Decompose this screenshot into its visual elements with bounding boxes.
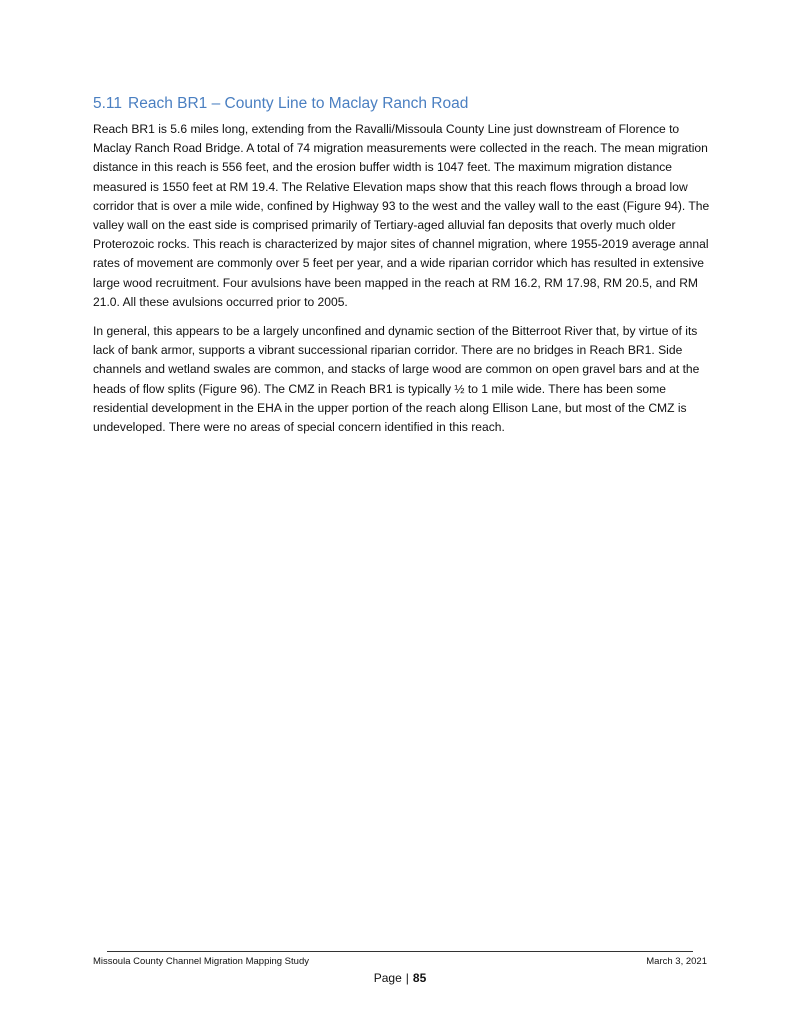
footer-document-title: Missoula County Channel Migration Mapping Study [93, 956, 309, 967]
footer-divider [107, 951, 693, 952]
page-number-value: 85 [412, 971, 427, 985]
body-paragraph-2: In general, this appears to be a largely unconfined and dynamic section of the Bitterroot River that, by virtue of its lack of bank armor, supports a vibrant successional riparian corridor. There are no bridges in Reach BR1. Side channels and wetland swales are common, and stacks of large wood are common on open gravel bars and at the heads of flow splits (Figure 96). The CMZ in Reach BR1 is typically ½ to 1 mile wide. There has been some residential development in the EHA in the upper portion of the reach along Ellison Lane, but most of the CMZ is undeveloped. There were no areas of special concern identified in this reach. [93, 324, 700, 435]
footer-date: March 3, 2021 [646, 956, 707, 967]
page-content [93, 94, 713, 447]
page-number [0, 971, 800, 985]
section-number: 5.11 [93, 95, 123, 112]
body-paragraph-1: Reach BR1 is 5.6 miles long, extending from the Ravalli/Missoula County Line just downstream of Florence to Maclay Ranch Road Bridge. A total of 74 migration measurements were collected in the reach. The mean migration distance in this reach is 556 feet, and the erosion buffer width is 1047 feet. The maximum migration distance measured is 1550 feet at RM 19.4. The Relative Elevation maps show that this reach flows through a broad low corridor that is over a mile wide, confined by Highway 93 to the west and the valley wall to the east (Figure 94). The valley wall on the east side is comprised primarily of Tertiary-aged alluvial fan deposits that overly much older Proterozoic rocks. This reach is characterized by major sites of channel migration, where 1955-2019 average annal rates of movement are commonly over 5 feet per year, and a wide riparian corridor which has resulted in extensive large wood recruitment. Four avulsions have been mapped in the reach at RM 16.2, RM 17.98, RM 20.5, and RM 21.0. All these avulsions occurred prior to 2005. [93, 122, 710, 309]
page-label: Page [373, 971, 402, 985]
section-heading [93, 94, 713, 114]
section-title: Reach BR1 – County Line to Maclay Ranch Road [128, 95, 469, 112]
page-separator: | [405, 971, 409, 985]
